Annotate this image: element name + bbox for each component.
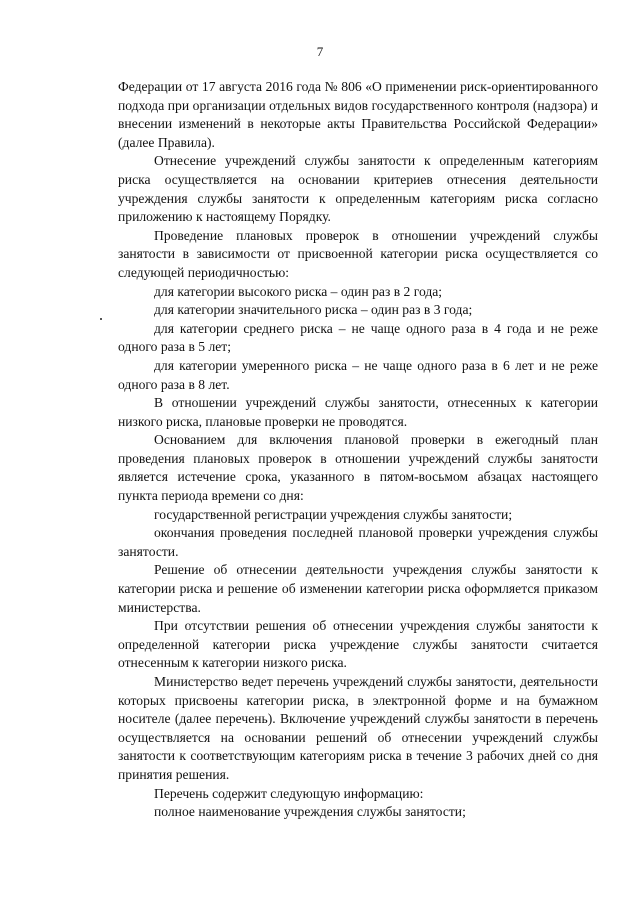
page-number: 7: [316, 44, 324, 59]
list-item-moderate-risk: для категории умеренного риска – не чаще одного раза в 6 лет и не реже одного раза в 8 лет.: [118, 357, 598, 392]
paragraph-registry-contents: Перечень содержит следующую информацию:: [154, 785, 424, 801]
list-item-medium-risk: для категории среднего риска – не чаще одного раза в 4 года и не реже одного раза в 5 лет;: [118, 320, 598, 355]
list-item-high-risk: для категории высокого риска – один раз в 2 года;: [154, 283, 443, 299]
list-item-last-inspection: окончания проведения последней плановой проверки учреждения службы занятости.: [118, 525, 598, 559]
list-item-full-name: полное наименование учреждения службы занятости;: [154, 804, 466, 820]
paragraph-inspection-frequency: Проведение плановых проверок в отношении учреждений службы занятости в зависимости от присвоенной категории риска осуществляется со следующей периодичностью:: [118, 227, 598, 280]
paragraph-low-risk: В отношении учреждений службы занятости, отнесенных к категории низкого риска, плановые проверки не проводятся.: [118, 395, 598, 429]
paragraph-risk-categorization: Отнесение учреждений службы занятости к определенным категориям риска осуществляется на основании критериев отнесения деятельности учреждения службы занятости к определенным категориям риска согласно приложению к настоящему Порядку.: [118, 153, 598, 225]
list-item-significant-risk: для категории значительного риска – один раз в 3 года;: [154, 302, 473, 318]
paragraph-decision: Решение об отнесении деятельности учреждения службы занятости к категории риска и решение об изменении категории риска оформляется приказом министерства.: [118, 562, 598, 615]
paragraph-continuation: Федерации от 17 августа 2016 года № 806 «О применении риск-ориентированного подхода при организации отдельных видов государственного контроля (надзора) и внесении изменений в некоторые акты Правительства Российской Федерации» (далее Правила).: [118, 79, 598, 150]
list-item-registration: государственной регистрации учреждения службы занятости;: [154, 506, 513, 522]
paragraph-registry: Министерство ведет перечень учреждений службы занятости, деятельности которых присвоены категории риска, в электронной форме и на бумажном носителе (далее перечень). Включение учреждений службы занятости в перечень осуществляется на основании решений об отнесении учреждений службы занятости к соответствующим категориям риска в течение 3 рабочих дней со дня принятия решения.: [118, 674, 598, 782]
paragraph-inclusion-basis: Основанием для включения плановой проверки в ежегодный план проведения плановых проверок в отношении учреждений службы занятости является истечение срока, указанного в пятом-восьмом абзацах настоящего пункта периода времени со дня:: [118, 432, 598, 504]
document-body: [118, 78, 598, 822]
paragraph-no-decision: При отсутствии решения об отнесении учреждения службы занятости к определенной категории риска учреждение службы занятости считается отнесенным к категории низкого риска.: [118, 618, 598, 671]
stray-mark: [100, 318, 102, 320]
